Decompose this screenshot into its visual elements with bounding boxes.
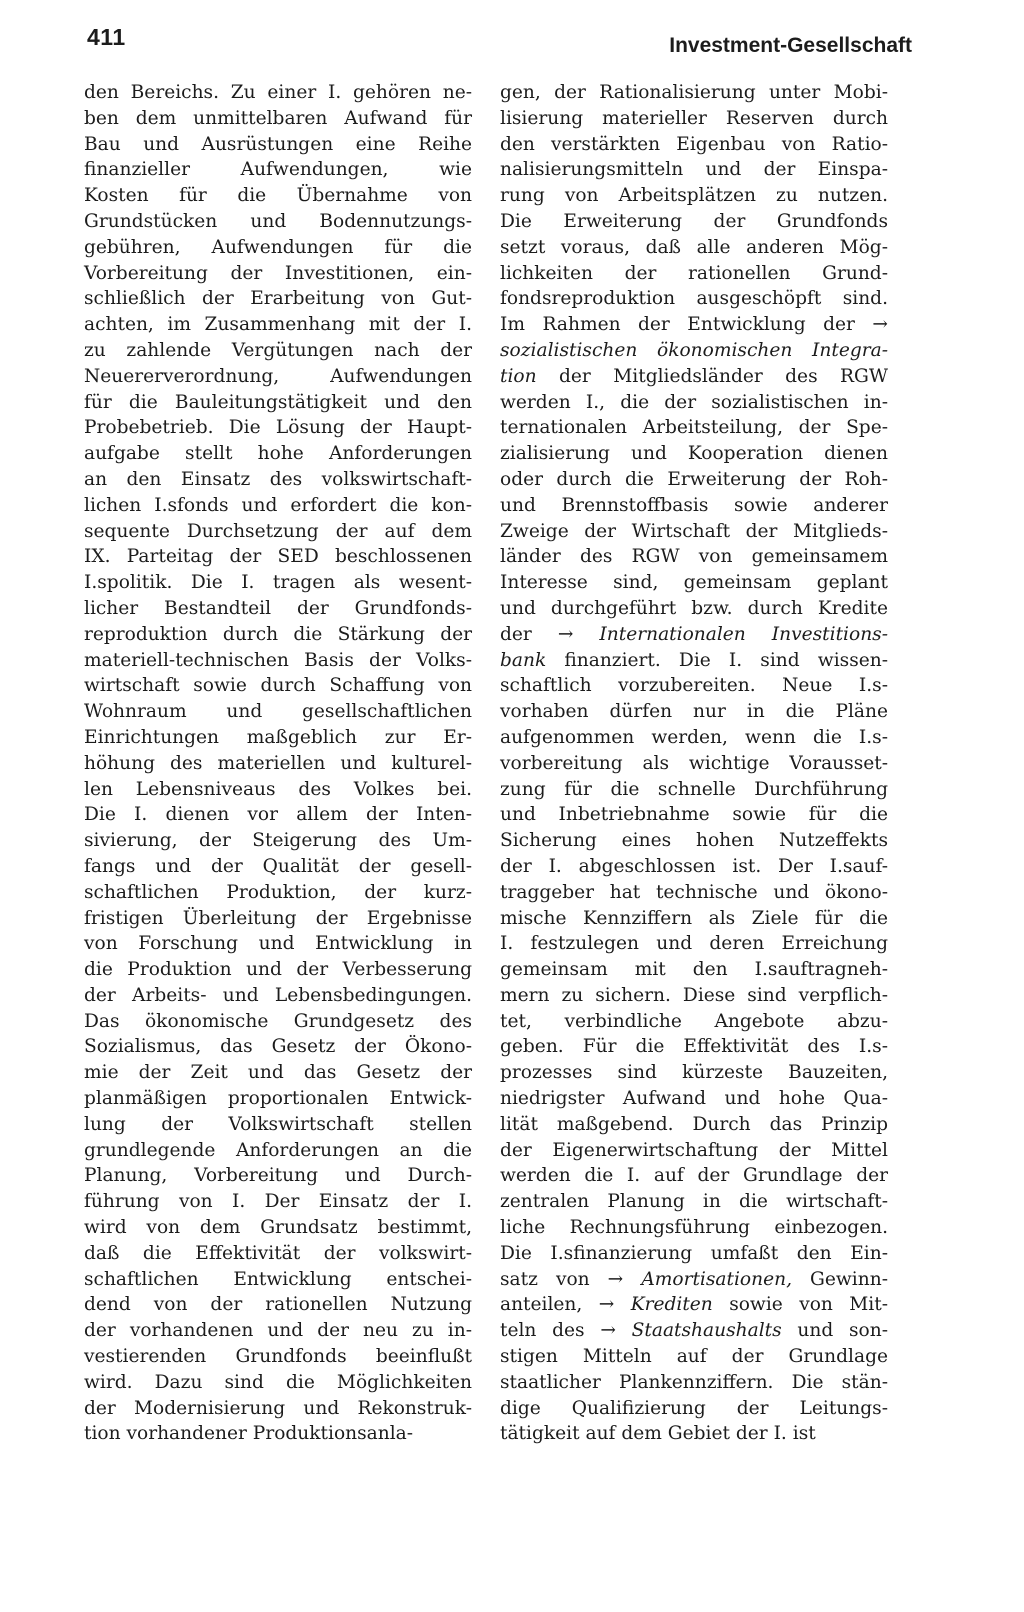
text-line: fristigen Überleitung der Ergebnisse [84,907,472,929]
text-line: finanzieller Aufwendungen, wie [84,159,472,181]
text-line: planmäßigen proportionalen Entwick- [84,1088,472,1110]
text-line: wirtschaft sowie durch Schaffung von [84,675,472,697]
text-line: die Produktion und der Verbesserung [84,959,472,981]
cross-reference: sozialistischen ökonomischen Integra- [500,339,888,361]
text-line: Wohnraum und gesellschaftlichen [84,701,472,723]
text-column-left [84,80,472,1447]
page-number: 411 [87,24,126,50]
text-line: lung der Volkswirtschaft stellen [84,1113,472,1135]
text-line: für die Bauleitungstätigkeit und den [84,391,472,413]
text-line: Planung, Vorbereitung und Durch- [84,1165,472,1187]
text-line: Zweige der Wirtschaft der Mitglieds- [500,520,888,542]
text-line: und Inbetriebnahme sowie für die [500,804,888,826]
text-line: Interesse sind, gemeinsam geplant [500,572,888,594]
text-line: Grundstücken und Bodennutzungs- [84,210,472,232]
text-line: der vorhandenen und der neu zu in- [84,1320,472,1342]
text-line: Die I.sfinanzierung umfaßt den Ein- [500,1242,888,1264]
text-line: tion vorhandener Produktionsanla- [84,1423,414,1445]
text-line: sequente Durchsetzung der auf dem [84,520,472,542]
text-line: den verstärkten Eigenbau von Ratio- [500,133,888,155]
cross-reference: Amortisationen, [641,1268,792,1290]
running-title: Investment-Gesellschaft [669,34,912,57]
text-line: tätigkeit auf dem Gebiet der I. ist [500,1423,816,1445]
text-line: an den Einsatz des volkswirtschaft- [84,468,472,490]
cross-reference: bank [500,649,547,671]
text-line: der Eigenerwirtschaftung der Mittel [500,1139,888,1161]
text-line: und durchgeführt bzw. durch Kredite [500,597,888,619]
text-line: Neuererverordnung, Aufwendungen [84,365,472,387]
text-line: prozesses sind kürzeste Bauzeiten, [500,1062,888,1084]
text-line: Die I. dienen vor allem der Inten- [84,804,472,826]
text-line: satz von → Amortisationen, Gewinn- [500,1268,888,1290]
cross-reference: Staatshaushalts [631,1320,782,1342]
text-line: der I. abgeschlossen ist. Der I.sauf- [500,855,888,877]
text-line: Vorbereitung der Investitionen, ein- [84,262,472,284]
text-line: mische Kennziffern als Ziele für die [500,907,888,929]
text-line: Kosten für die Übernahme von [84,185,472,207]
text-line: gen, der Rationalisierung unter Mobi- [500,82,888,103]
text-line: grundlegende Anforderungen an die [84,1139,472,1161]
text-line: schließlich der Erarbeitung von Gut- [84,288,472,310]
text-line: geben. Für die Effektivität des I.s- [500,1036,888,1058]
text-line: und Brennstoffbasis sowie anderer [500,494,888,516]
text-line: IX. Parteitag der SED beschlossenen [84,546,472,568]
text-line: oder durch die Erweiterung der Roh- [500,468,888,490]
cross-reference: Krediten [630,1294,713,1316]
text-line: teln des → Staatshaushalts und son- [500,1320,888,1342]
text-line: zung für die schnelle Durchführung [500,778,888,800]
text-line: traggeber hat technische und ökono- [500,881,888,903]
text-line: schaftlichen Produktion, der kurz- [84,881,472,903]
text-line: der → Internationalen Investitions- [500,623,888,645]
text-line: achten, im Zusammenhang mit der I. [84,314,472,336]
text-line: liche Rechnungsführung einbezogen. [500,1217,888,1239]
text-line: führung von I. Der Einsatz der I. [84,1191,472,1213]
text-line: setzt voraus, daß alle anderen Mög- [500,236,888,258]
text-line: lisierung materieller Reserven durch [500,107,888,129]
text-line: Im Rahmen der Entwicklung der → [500,314,888,336]
text-line: schaftlichen Entwicklung entschei- [84,1268,472,1290]
text-line: vestierenden Grundfonds beeinflußt [84,1346,472,1368]
text-line: vorbereitung als wichtige Vorausset- [500,752,888,774]
text-line: länder des RGW von gemeinsamem [500,546,888,568]
text-line: zu zahlende Vergütungen nach der [84,339,472,361]
text-line: aufgenommen werden, wenn die I.s- [500,726,888,748]
text-line: mie der Zeit und das Gesetz der [84,1062,472,1084]
text-line: den Bereichs. Zu einer I. gehören ne- [84,82,472,103]
text-line: materiell-technischen Basis der Volks- [84,649,472,671]
text-line: Einrichtungen maßgeblich zur Er- [84,726,472,748]
text-line: licher Bestandteil der Grundfonds- [84,597,472,619]
text-line: Probebetrieb. Die Lösung der Haupt- [84,417,472,439]
text-line: tet, verbindliche Angebote abzu- [500,1010,888,1032]
text-line: mern zu sichern. Diese sind verpflich- [500,984,888,1006]
text-line: sivierung, der Steigerung des Um- [84,830,472,852]
text-line: dige Qualifizierung der Leitungs- [500,1397,888,1419]
text-line: daß die Effektivität der volkswirt- [84,1242,472,1264]
text-line: schaftlich vorzubereiten. Neue I.s- [500,675,888,697]
text-line: gebühren, Aufwendungen für die [84,236,472,258]
text-line: lität maßgebend. Durch das Prinzip [500,1113,888,1135]
text-line: rung von Arbeitsplätzen zu nutzen. [500,185,888,207]
text-line: staatlicher Plankennziffern. Die stän- [500,1371,888,1393]
text-line: anteilen, → Krediten sowie von Mit- [500,1294,888,1316]
text-line: gemeinsam mit den I.sauftragneh- [500,959,888,981]
text-line: nalisierungsmitteln und der Einspa- [500,159,888,181]
text-line: werden I., die der sozialistischen in- [500,391,888,413]
text-line: I.spolitik. Die I. tragen als wesent- [84,572,472,594]
text-column-right [500,80,888,1447]
text-line: lichen I.sfonds und erfordert die kon- [84,494,472,516]
text-line: werden die I. auf der Grundlage der [500,1165,888,1187]
text-line [500,338,888,364]
text-line: stigen Mitteln auf der Grundlage [500,1346,888,1368]
text-line: zialisierung und Kooperation dienen [500,443,888,465]
text-line: der Arbeits- und Lebensbedingungen. [84,984,472,1006]
text-line: Sozialismus, das Gesetz der Ökono- [84,1036,472,1058]
text-line: Das ökonomische Grundgesetz des [84,1010,472,1032]
text-line: Die Erweiterung der Grundfonds [500,210,888,232]
text-line: von Forschung und Entwicklung in [84,933,472,955]
text-line: wird. Dazu sind die Möglichkeiten [84,1371,472,1393]
text-line: fangs und der Qualität der gesell- [84,855,472,877]
text-line: Sicherung eines hohen Nutzeffekts [500,830,888,852]
text-line: ternationalen Arbeitsteilung, der Spe- [500,417,888,439]
text-line: len Lebensniveaus des Volkes bei. [84,778,472,800]
text-line: niedrigster Aufwand und hohe Qua- [500,1088,888,1110]
text-line: zentralen Planung in die wirtschaft- [500,1191,888,1213]
text-line: Bau und Ausrüstungen eine Reihe [84,133,472,155]
text-line: vorhaben dürfen nur in die Pläne [500,701,888,723]
text-line: bank finanziert. Die I. sind wissen- [500,649,888,671]
text-line: der Modernisierung und Rekonstruk- [84,1397,472,1419]
cross-reference: Internationalen Investitions- [599,623,888,645]
text-line: wird von dem Grundsatz bestimmt, [84,1217,472,1239]
text-line: lichkeiten der rationellen Grund- [500,262,888,284]
text-line: reproduktion durch die Stärkung der [84,623,472,645]
text-line: I. festzulegen und deren Erreichung [500,933,888,955]
cross-reference: tion [500,365,537,387]
text-line: aufgabe stellt hohe Anforderungen [84,443,472,465]
text-line: fondsreproduktion ausgeschöpft sind. [500,288,888,310]
text-line: ben dem unmittelbaren Aufwand für [84,107,472,129]
text-line: tion der Mitgliedsländer des RGW [500,365,888,387]
text-line: dend von der rationellen Nutzung [84,1294,472,1316]
text-line: höhung des materiellen und kulturel- [84,752,472,774]
